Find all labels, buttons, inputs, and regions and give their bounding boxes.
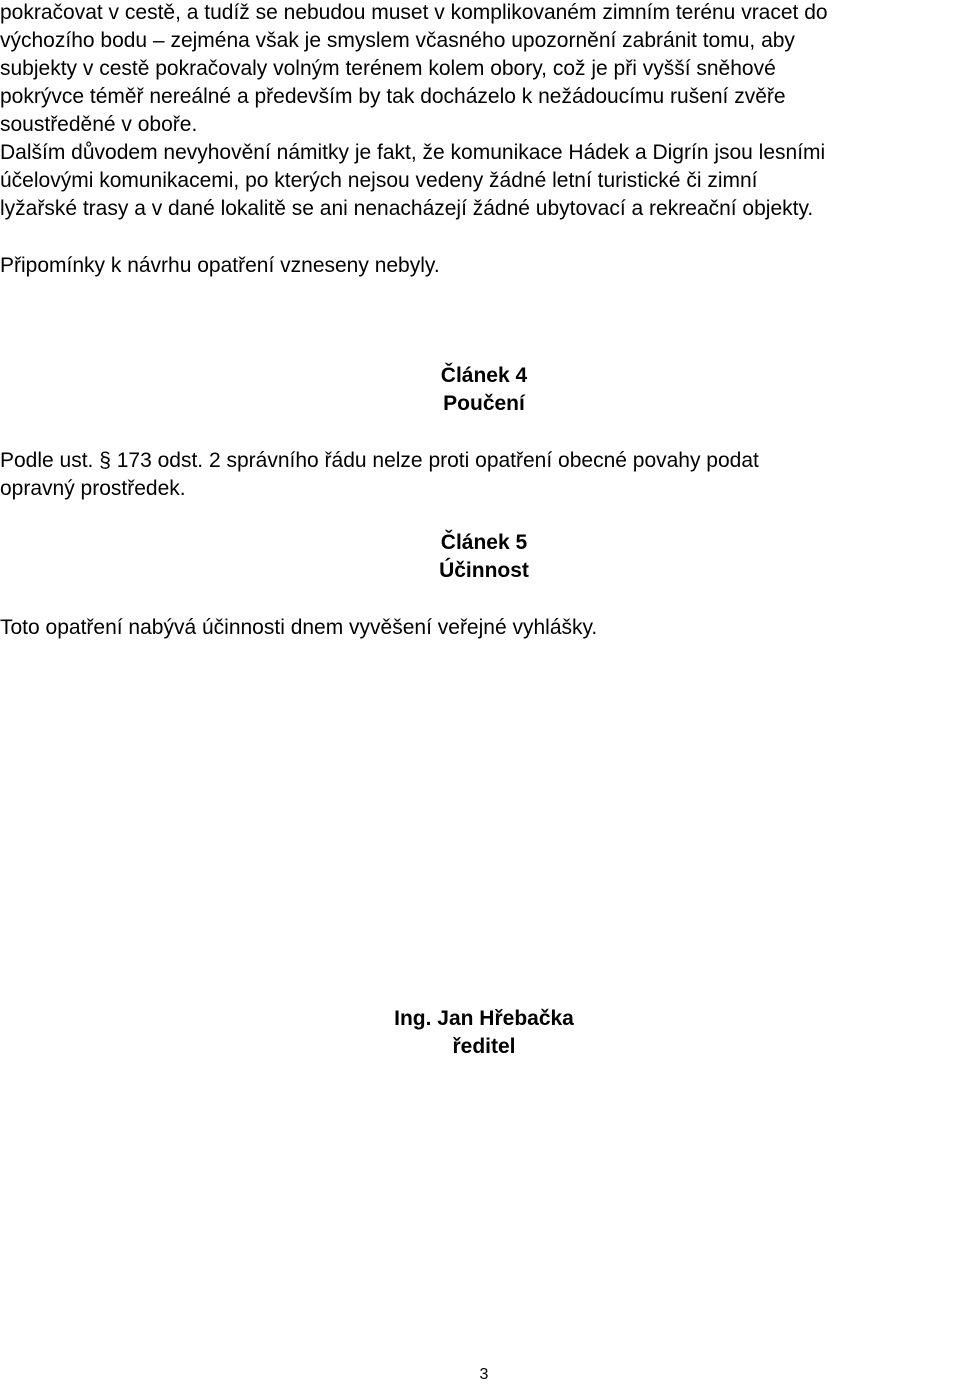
- paragraph-continuation: pokračovat v cestě, a tudíž se nebudou muset v komplikovaném zimním terénu vracet do výchozího bodu – zejména však je smyslem včasného upozornění zabránit tomu, aby subjekty v cestě pokračovaly volným terénem kolem obory, což je při vyšší sněhové pokrývce téměř nereálné a především by tak docházelo k nežádoucímu rušení zvěře soustředěné v oboře.: [0, 1, 828, 136]
- article-5-header: [0, 529, 960, 585]
- signatory-name: Ing. Jan Hřebačka: [394, 1007, 574, 1030]
- paragraph-objection-reason: Dalším důvodem nevyhovění námitky je fakt, že komunikace Hádek a Digrín jsou lesními účelovými komunikacemi, po kterých nejsou vedeny žádné letní turistické či zimní lyžařské trasy a v dané lokalitě se ani nenacházejí žádné ubytovací a rekreační objekty.: [0, 141, 826, 220]
- article-5-heading: Článek 5: [440, 531, 528, 554]
- signature-block: [0, 1005, 960, 1061]
- article-4-header: [0, 362, 960, 418]
- article-5-text: Toto opatření nabývá účinnosti dnem vyvěšení veřejné vyhlášky.: [0, 616, 598, 639]
- article-4-text: Podle ust. § 173 odst. 2 správního řádu nelze proti opatření obecné povahy podat opravný prostředek.: [0, 449, 759, 500]
- article-4-heading: Článek 4: [440, 364, 528, 387]
- signatory-title: ředitel: [452, 1035, 516, 1058]
- paragraph-comments: Připomínky k návrhu opatření vzneseny nebyly.: [0, 254, 440, 277]
- article-4-subheading: Poučení: [443, 392, 525, 415]
- article-5-subheading: Účinnost: [439, 559, 529, 582]
- page-number: 3: [479, 1366, 489, 1383]
